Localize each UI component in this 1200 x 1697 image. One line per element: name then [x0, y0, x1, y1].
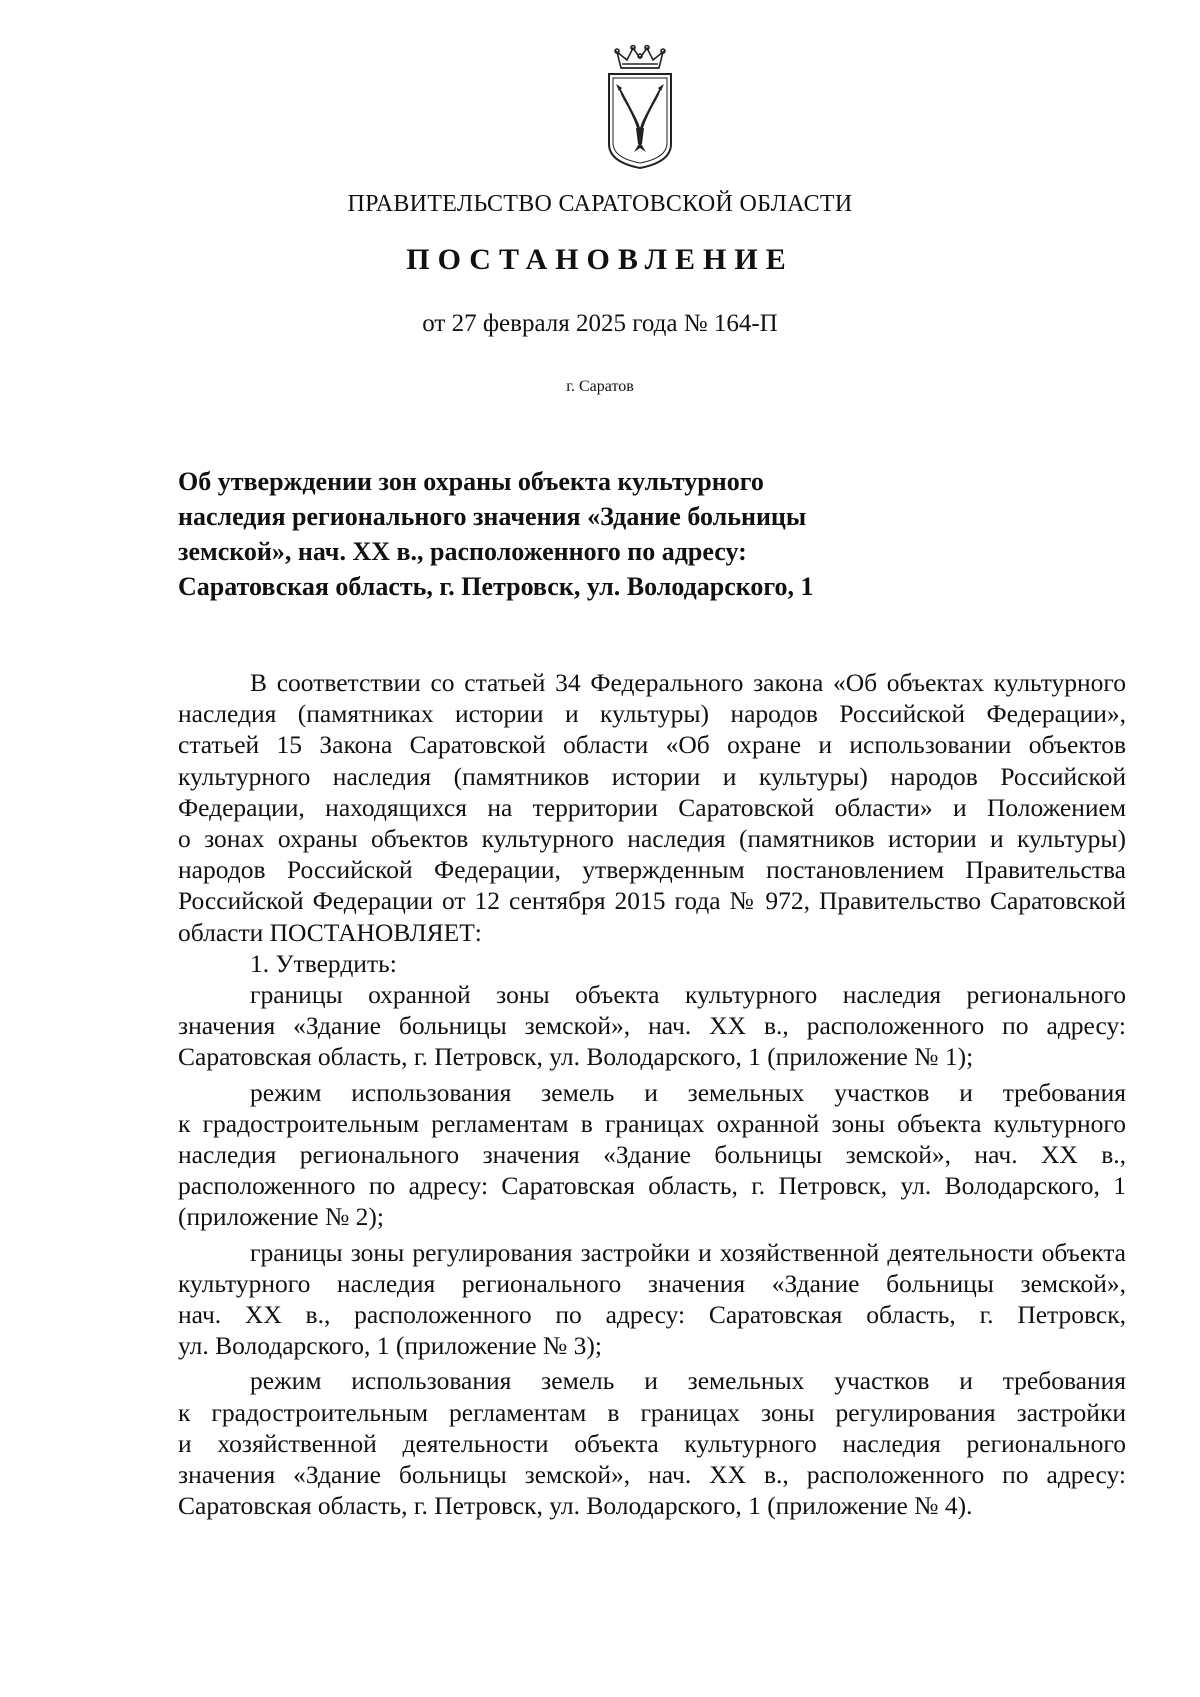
item-heading: 1. Утвердить: — [250, 948, 397, 978]
paragraph-line: режим использования земель и земельных участков и требования — [250, 1366, 1126, 1396]
paragraph-line: границы охранной зоны объекта культурного наследия регионального — [250, 980, 1126, 1010]
document-type: ПОСТАНОВЛЕНИЕ — [406, 243, 794, 276]
paragraph-line: нач. XX в., расположенного по адресу: Саратовская область, г. Петровск, — [178, 1300, 1126, 1330]
government-name: ПРАВИТЕЛЬСТВО САРАТОВСКОЙ ОБЛАСТИ — [347, 191, 853, 217]
preamble-line: народов Российской Федерации, утвержденным постановлением Правительства — [178, 855, 1126, 885]
paragraph-line: культурного наследия регионального значения «Здание больницы земской», — [178, 1268, 1126, 1298]
document-title — [178, 464, 838, 604]
preamble-line: о зонах охраны объектов культурного наследия (памятников истории и культуры) — [178, 824, 1126, 854]
paragraph-line: границы зоны регулирования застройки и хозяйственной деятельности объекта — [250, 1237, 1126, 1267]
paragraph-line: значения «Здание больницы земской», нач. XX в., расположенного по адресу: — [178, 1011, 1126, 1041]
paragraph-line: (приложение № 2); — [178, 1202, 384, 1232]
preamble-line: культурного наследия (памятников истории и культуры) народов Российской — [178, 761, 1126, 791]
preamble-line: статьей 15 Закона Саратовской области «Об охране и использовании объектов — [178, 730, 1126, 760]
title-line: земской», нач. XX в., расположенного по адресу: — [178, 537, 747, 566]
preamble-line: наследия (памятниках истории и культуры) народов Российской Федерации», — [178, 699, 1126, 729]
paragraph-line: режим использования земель и земельных участков и требования — [250, 1077, 1126, 1107]
paragraph-line: ул. Володарского, 1 (приложение № 3); — [178, 1331, 602, 1361]
paragraph-line: Саратовская область, г. Петровск, ул. Володарского, 1 (приложение № 1); — [178, 1042, 974, 1072]
title-line: Об утверждении зон охраны объекта культурного — [178, 467, 764, 496]
saratov-oblast-coat-of-arms-icon — [603, 44, 677, 172]
paragraph-line: значения «Здание больницы земской», нач. XX в., расположенного по адресу: — [178, 1460, 1126, 1490]
paragraph-line: к градостроительным регламентам в границах охранной зоны объекта культурного — [178, 1108, 1126, 1138]
preamble-line: области ПОСТАНОВЛЯЕТ: — [178, 917, 482, 947]
paragraph-line: расположенного по адресу: Саратовская область, г. Петровск, ул. Володарского, 1 — [178, 1171, 1126, 1201]
title-line: Саратовская область, г. Петровск, ул. Володарского, 1 — [178, 572, 814, 601]
paragraph-line: Саратовская область, г. Петровск, ул. Володарского, 1 (приложение № 4). — [178, 1491, 973, 1521]
paragraph-line: к градостроительным регламентам в границах зоны регулирования застройки — [178, 1397, 1126, 1427]
preamble-line: Российской Федерации от 12 сентября 2015 года № 972, Правительство Саратовской — [178, 886, 1126, 916]
preamble-line: В соответствии со статьей 34 Федерального закона «Об объектах культурного — [250, 668, 1126, 697]
paragraph-line: и хозяйственной деятельности объекта культурного наследия регионального — [178, 1428, 1126, 1458]
document-date-number: от 27 февраля 2025 года № 164-П — [422, 310, 778, 337]
document-body — [178, 667, 1126, 1521]
title-line: наследия регионального значения «Здание больницы — [178, 502, 807, 531]
document-city: г. Саратов — [566, 378, 634, 395]
preamble-line: Федерации, находящихся на территории Саратовской области» и Положением — [178, 792, 1126, 822]
paragraph-line: наследия регионального значения «Здание больницы земской», нач. XX в., — [178, 1140, 1126, 1170]
